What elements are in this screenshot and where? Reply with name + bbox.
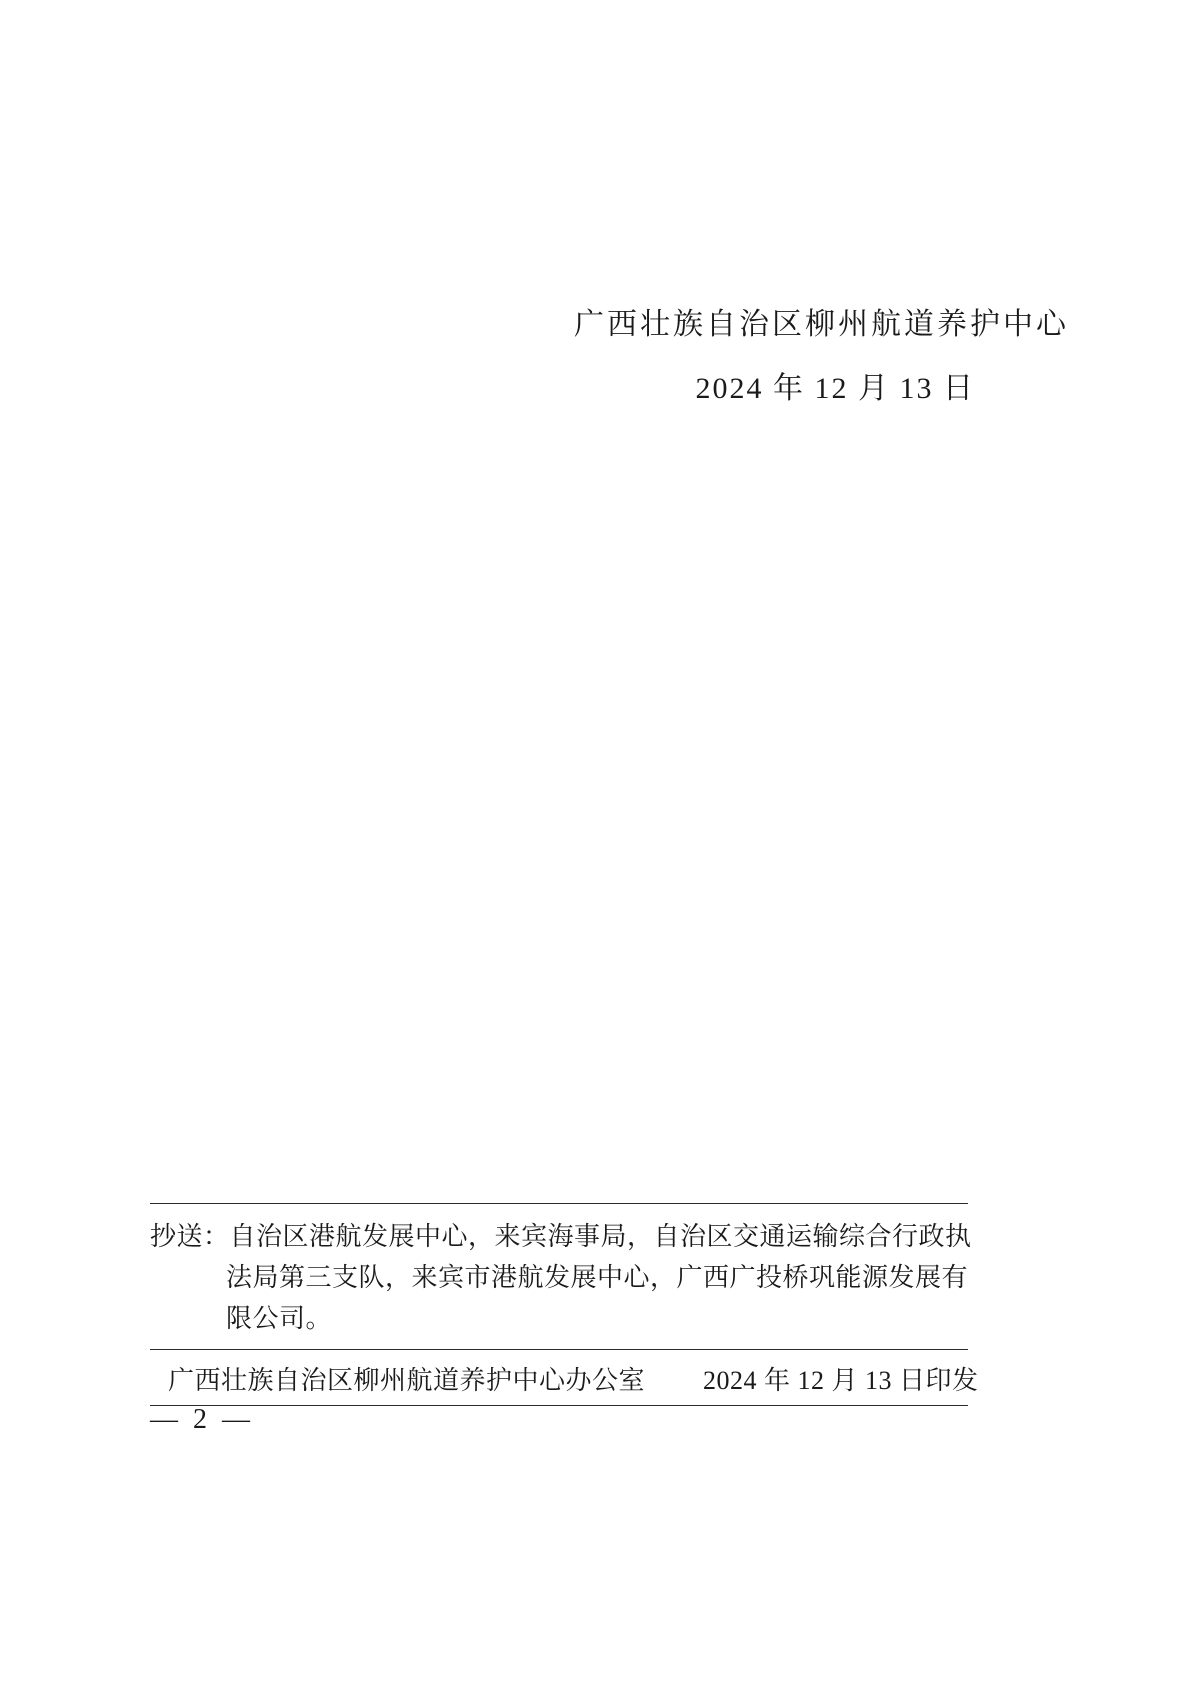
copy-to-line: 限公司。 xyxy=(226,1304,333,1334)
signing-organization: 广西壮族自治区柳州航道养护中心 xyxy=(574,308,1069,341)
signature-block xyxy=(0,300,1069,413)
issuer-office: 广西壮族自治区柳州航道养护中心办公室 xyxy=(168,1366,646,1396)
issuer-block xyxy=(150,1350,979,1405)
page-number: — 2 — xyxy=(150,1404,254,1435)
signing-date: 2024 年 12 月 13 日 xyxy=(695,371,975,405)
copy-to-line: 抄送：自治区港航发展中心，来宾海事局，自治区交通运输综合行政执 xyxy=(150,1222,972,1251)
copy-to-line: 法局第三支队，来宾市港航发展中心，广西广投桥巩能源发展有 xyxy=(226,1263,969,1293)
document-footer xyxy=(150,1203,979,1406)
issue-date: 2024 年 12 月 13 日印发 xyxy=(703,1366,979,1396)
footer-bottom-rule xyxy=(150,1405,968,1406)
copy-to-block xyxy=(150,1204,972,1349)
